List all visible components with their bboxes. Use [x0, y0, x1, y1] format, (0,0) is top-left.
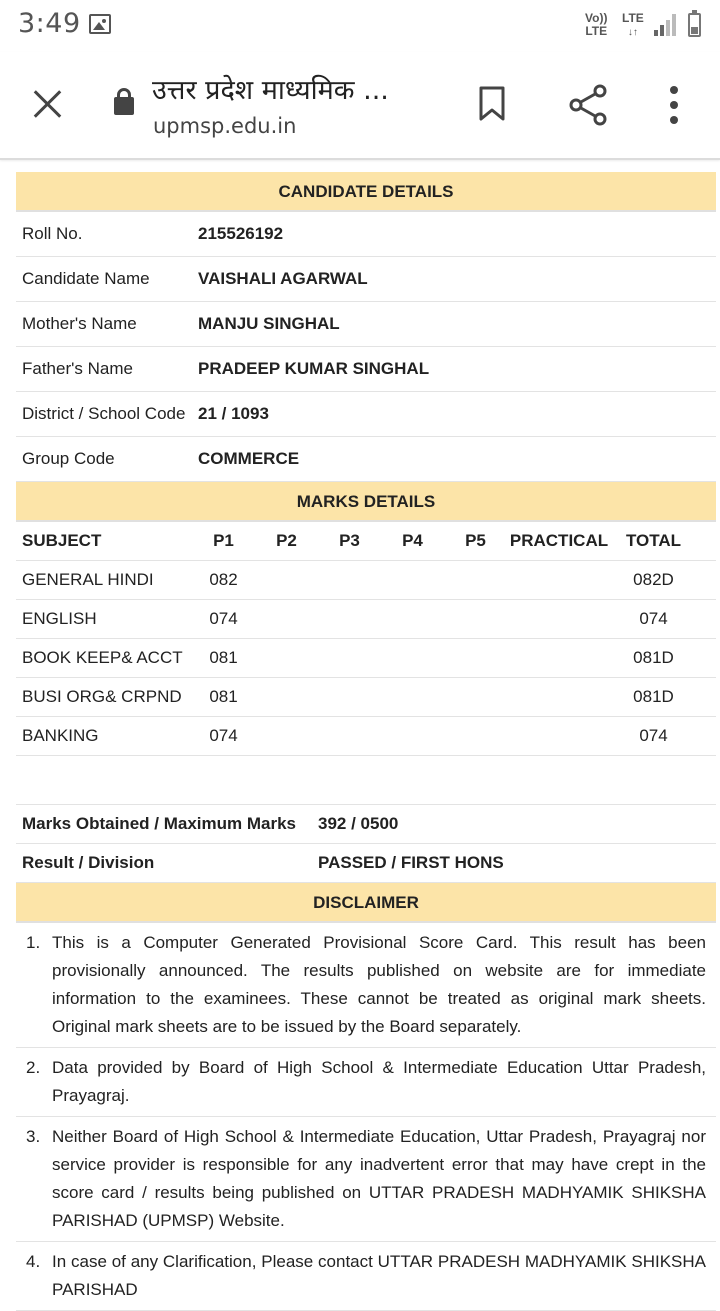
table-row: [16, 561, 716, 600]
marks-details-header: MARKS DETAILS: [16, 482, 716, 522]
signal-icon: [654, 14, 678, 36]
close-icon[interactable]: [30, 86, 66, 122]
marks-cell-subject: GENERAL HINDI: [22, 570, 154, 589]
candidate-field-value: COMMERCE: [198, 449, 300, 468]
disclaimer-text: This is a Computer Generated Provisional Score Card. This result has been provisionally announced. The results published on website are for immediate information to the examinees. These cannot be treated as original mark sheets. Original mark sheets are to be issued by the Board separately.: [52, 933, 706, 1036]
marks-column-header: PRACTICAL: [509, 531, 609, 550]
marks-column-header: P1: [213, 531, 234, 550]
candidate-field-label: Roll No.: [22, 224, 83, 243]
result-division-value: PASSED / FIRST HONS: [318, 853, 504, 872]
candidate-row: [16, 347, 716, 392]
list-item: [16, 1048, 716, 1117]
marks-summary-label: Marks Obtained / Maximum Marks: [22, 814, 296, 833]
marks-column-header: P3: [339, 531, 360, 550]
marks-cell-total: 074: [639, 609, 668, 628]
table-row: [16, 600, 716, 639]
marks-cell-p1: 074: [209, 609, 238, 628]
table-row: [16, 639, 716, 678]
marks-cell-total: 082D: [633, 570, 674, 589]
candidate-row: [16, 212, 716, 257]
lock-icon[interactable]: [114, 97, 134, 115]
list-item: [16, 1242, 716, 1311]
disclaimer-number: 3.: [26, 1127, 41, 1146]
marks-cell-p1: 074: [209, 726, 238, 745]
battery-icon: [688, 13, 701, 37]
candidate-field-label: District / School Code: [22, 404, 186, 423]
status-time: 3:49: [18, 8, 81, 39]
disclaimer-list: [16, 923, 716, 1311]
marks-column-header: P2: [276, 531, 297, 550]
list-item: [16, 1117, 716, 1242]
candidate-details-table: [16, 212, 716, 482]
table-row: [16, 678, 716, 717]
marks-cell-subject: BOOK KEEP& ACCT: [22, 648, 183, 667]
marks-cell-total: 074: [639, 726, 668, 745]
disclaimer-text: Neither Board of High School & Intermediate Education, Uttar Pradesh, Prayagraj nor service provider is responsible for any inadvertent error that may have crept in the score card / results being published on UTTAR PRADESH MADHYAMIK SHIKSHA PARISHAD (UPMSP) Website.: [52, 1127, 706, 1230]
candidate-details-header: CANDIDATE DETAILS: [16, 172, 716, 212]
disclaimer-text: Data provided by Board of High School & Intermediate Education Uttar Pradesh, Prayagraj.: [52, 1058, 706, 1105]
result-content: [16, 172, 716, 1311]
marks-cell-total: 081D: [633, 687, 674, 706]
disclaimer-number: 2.: [26, 1058, 41, 1077]
list-item: [16, 923, 716, 1048]
result-division-label: Result / Division: [22, 853, 155, 872]
marks-cell-p1: 082: [209, 570, 238, 589]
candidate-field-value: PRADEEP KUMAR SINGHAL: [198, 359, 430, 378]
marks-table-header: [16, 522, 716, 561]
candidate-field-value: 215526192: [198, 224, 284, 243]
candidate-field-label: Mother's Name: [22, 314, 137, 333]
candidate-row: [16, 302, 716, 347]
image-notification-icon: [89, 14, 111, 34]
marks-cell-p1: 081: [209, 687, 238, 706]
marks-cell-subject: BUSI ORG& CRPND: [22, 687, 182, 706]
marks-cell-subject: BANKING: [22, 726, 99, 745]
candidate-field-label: Candidate Name: [22, 269, 150, 288]
marks-cell-p1: 081: [209, 648, 238, 667]
result-division-row: [16, 844, 716, 883]
status-bar: [0, 0, 720, 52]
table-spacer: [16, 756, 716, 805]
marks-summary-value: 392 / 0500: [318, 814, 399, 833]
candidate-field-value: MANJU SINGHAL: [198, 314, 340, 333]
candidate-field-value: 21 / 1093: [198, 404, 269, 423]
page-title[interactable]: उत्तर प्रदेश माध्यमिक ...: [152, 75, 389, 106]
marks-summary-row: [16, 805, 716, 844]
marks-table: [16, 561, 716, 756]
share-icon[interactable]: [568, 84, 608, 126]
candidate-row: [16, 257, 716, 302]
marks-column-header: SUBJECT: [22, 531, 102, 550]
disclaimer-text: In case of any Clarification, Please contact UTTAR PRADESH MADHYAMIK SHIKSHA PARISHAD: [52, 1252, 706, 1299]
disclaimer-number: 1.: [26, 933, 41, 952]
volte-icon: Vo)) LTE: [585, 11, 608, 38]
table-row: [16, 717, 716, 756]
marks-cell-subject: ENGLISH: [22, 609, 97, 628]
marks-cell-total: 081D: [633, 648, 674, 667]
disclaimer-header: DISCLAIMER: [16, 883, 716, 923]
more-options-icon[interactable]: [668, 86, 680, 124]
candidate-field-label: Father's Name: [22, 359, 133, 378]
marks-column-header: P4: [402, 531, 423, 550]
candidate-row: [16, 392, 716, 437]
candidate-field-label: Group Code: [22, 449, 115, 468]
marks-column-header: TOTAL: [625, 531, 682, 550]
disclaimer-number: 4.: [26, 1252, 41, 1271]
candidate-field-value: VAISHALI AGARWAL: [198, 269, 368, 288]
candidate-row: [16, 437, 716, 482]
lte-icon: LTE ↓↑: [622, 11, 644, 38]
bookmark-icon[interactable]: [478, 86, 506, 122]
browser-toolbar: [0, 52, 720, 160]
page-url[interactable]: upmsp.edu.in: [153, 114, 297, 138]
marks-column-header: P5: [465, 531, 486, 550]
